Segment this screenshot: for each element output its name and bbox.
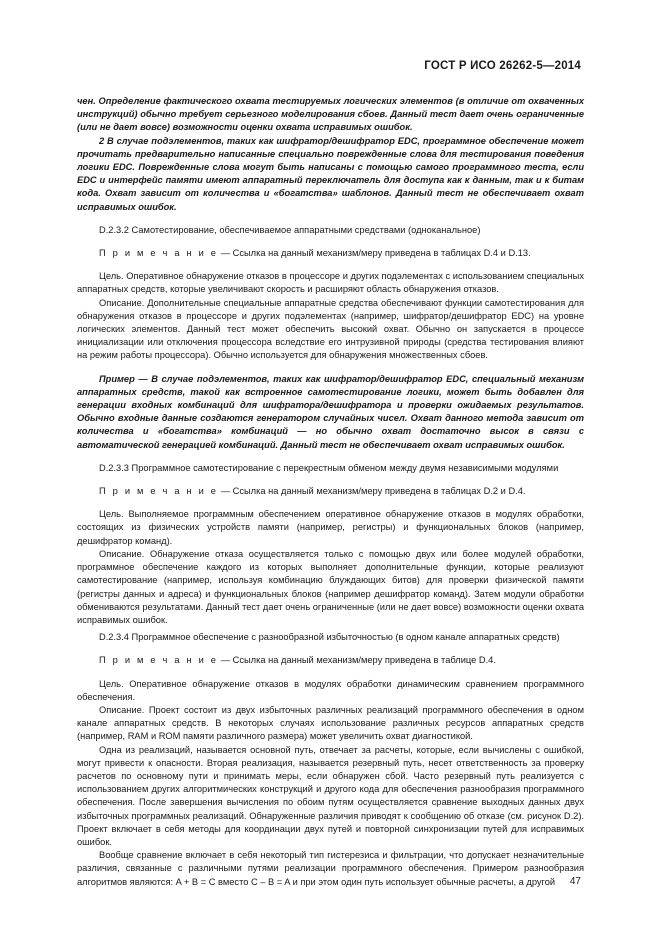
paragraph-note-2: 2 В случае подэлементов, таких как шифратор/дешифратор EDC, программное обеспечение может прочитать предварительно написанные специально поврежденные слова для тестирования поведения логики EDC. Поврежденные слова могут быть написаны с помощью самого программного теста, если EDC и интерфейс памяти имеют аппаратный переключатель для доступа как к данным, так и к битам кода. Охват зависит от количества и «богатства» шаблонов. Данный тест не обеспечивает охват исправимых ошибок.	[77, 135, 584, 212]
section-d233-title: D.2.3.3 Программное самотестирование с перекрестным обменом между двумя независимыми модулями	[99, 462, 559, 473]
page-number: 47	[569, 876, 581, 887]
section-d233-description: Описание. Обнаружение отказа осуществляется только с помощью двух или более модулей обработки, программное обеспечение каждого из которых выполняет дополнительные функции, которые реализуют самотестирование (например, используя комбинацию блуждающих битов) для проверки физической памяти (регистры данных и адреса) и функциональных блоков (например дешифратор команд). Затем модули обработки обмениваются результатами. Данный тест дает очень ограниченные (или не дает вовсе) возможности оценки охвата исправимых ошибок.	[77, 548, 584, 625]
section-d234-title: D.2.3.4 Программное обеспечение с разнообразной избыточностью (в одном канале аппаратных средств)	[99, 632, 560, 643]
section-d234-goal: Цель. Оперативное обнаружение отказов в модулях обработки динамическим сравнением программного обеспечения.	[77, 678, 584, 702]
section-d232-title: D.2.3.2 Самотестирование, обеспечиваемое аппаратными средствами (одноканальное)	[99, 224, 481, 235]
note-text: — Ссылка на данный механизм/меру приведена в таблице D.4.	[218, 655, 496, 666]
section-d234-comparison: Вообще сравнение включает в себя некоторый тип гистерезиса и фильтрации, что допускает незначительные различия, связанные с различными путями реализации программного обеспечения. Примером разнообразия алгоритмов являются: A + B = C вместо C – B = A и при этом один путь использует обычные расчеты, а другой	[77, 850, 584, 887]
note-label: П р и м е ч а н и е	[99, 486, 219, 497]
note-text: — Ссылка на данный механизм/меру приведена в таблицах D.2 и D.4.	[218, 486, 526, 497]
section-d233-goal: Цель. Выполняемое программным обеспечением оперативное обнаружение отказов в модулях обработки, состоящих из физических устройств памяти (например, регистры) и функциональных блоков (например, дешифратор команд).	[77, 509, 584, 546]
section-d234-note	[77, 654, 584, 667]
note-label: П р и м е ч а н и е	[99, 248, 219, 259]
paragraph-continuation: чен. Определение фактического охвата тестируемых логических элементов (в отличие от охваченных инструкций) обычно требует серьезного моделирования сбоев. Данный тест дает очень ограниченные (или не дает вовсе) возможности оценки охвата исправимых ошибок.	[77, 96, 584, 133]
section-d232-goal: Цель. Оперативное обнаружение отказов в процессоре и других подэлементах с использованием специальных аппаратных средств, которые увеличивают скорость и расширяют область обнаружения отказов.	[77, 271, 584, 295]
document-body	[77, 95, 584, 889]
section-d232-example: Пример — В случае подэлементов, таких как шифратор/дешифратор EDC, специальный механизм аппаратных средств, такой как встроенное самотестирование логики, может быть добавлен для генерации входных комбинаций для шифратора/дешифратора и проверки ожидаемых результатов. Обычно входные данные создаются генератором случайных чисел. Охват данного метода зависит от количества и «богатства» комбинаций — но обычно охват достаточно высок в связи с автоматической генерацией комбинаций. Данный тест не обеспечивает охват исправимых ошибок.	[77, 373, 584, 450]
section-d232-note	[77, 247, 584, 260]
section-d233-note	[77, 485, 584, 498]
section-d234-description: Описание. Проект состоит из двух избыточных различных реализаций программного обеспечения в одном канале аппаратных средств. В некоторых случаях использование различных ресурсов аппаратных средств (например, RAM и ROM памяти различного размера) может увеличить охват диагностикой.	[77, 704, 584, 742]
document-header: ГОСТ Р ИСО 26262-5—2014	[424, 60, 581, 72]
note-label: П р и м е ч а н и е	[99, 655, 219, 666]
note-text: — Ссылка на данный механизм/меру приведена в таблицах D.4 и D.13.	[218, 248, 531, 259]
section-d232-description: Описание. Дополнительные специальные аппаратные средства обеспечивают функции самотестирования для обнаружения отказов в процессоре и других подэлементах (например, шифратор/дешифратор EDC) на уровне логических элементов. Данный тест может обеспечить высокий охват. Обычно он запускается в процессе инициализации или отключения процессора вследствие его интрузивной природы (средства тестирования влияют на режим работы процессора). Обычно используется для обнаружения множественных сбоев.	[77, 297, 584, 361]
section-d234-paths: Одна из реализаций, называется основной путь, отвечает за расчеты, которые, если вычислены с ошибкой, могут привести к опасности. Вторая реализация, называется резервный путь, несет ответственность за проверку расчетов по основному пути и принимать меры, если обнаружен сбой. Часто резервный путь реализуется с использованием других алгоритмических конструкций и другого кода для обеспечения разнообразия программного обеспечения. После завершения вычисления по обоим путям осуществляется сравнение выходных данных двух избыточных программных реализаций. Обнаруженные различия приводят к сообщению об отказе (см. рисунок D.2). Проект включает в себя методы для координации двух путей и повторной синхронизации путей для исправимых ошибок.	[77, 744, 584, 847]
